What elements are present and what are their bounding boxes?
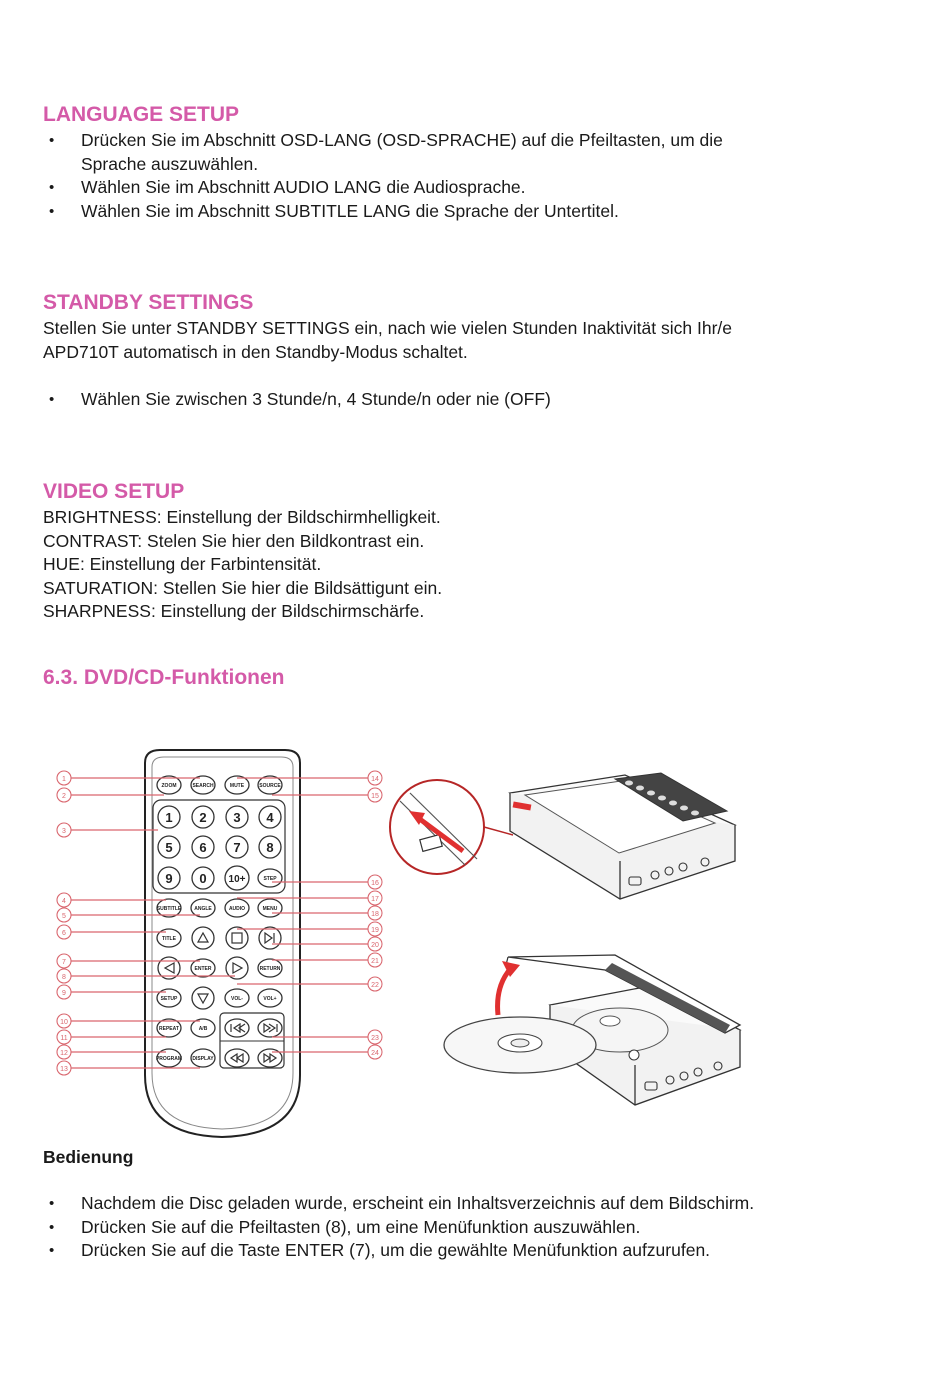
vol-minus-label: VOL- xyxy=(231,996,243,1002)
callout-number: 8 xyxy=(62,974,66,981)
source-label: SOURCE xyxy=(259,783,281,789)
standby-paragraph-line: Stellen Sie unter STANDBY SETTINGS ein, nach wie vielen Stunden Inaktivität sich Ihr/e xyxy=(43,318,732,338)
list-item: • Drücken Sie im Abschnitt OSD-LANG (OSD-SPRACHE) auf die Pfeiltasten, um die xyxy=(43,129,723,153)
number-label: 4 xyxy=(266,810,274,825)
menu-label: MENU xyxy=(262,906,278,912)
rewind-button[interactable] xyxy=(225,1049,249,1067)
standby-settings-heading: STANDBY SETTINGS xyxy=(43,291,254,314)
callout-number: 21 xyxy=(371,958,379,965)
callout-number: 19 xyxy=(371,927,379,934)
remote-control-diagram xyxy=(50,745,395,1140)
previous-button[interactable] xyxy=(225,1019,249,1037)
callout-number: 12 xyxy=(60,1050,68,1057)
callout-number: 22 xyxy=(371,982,379,989)
number-6-button[interactable] xyxy=(192,836,214,858)
enter-label: ENTER xyxy=(194,966,212,972)
list-item-text: Sprache auszuwählen. xyxy=(81,153,259,174)
return-label: RETURN xyxy=(259,966,281,972)
setup-label: SETUP xyxy=(160,996,178,1002)
play-pause-button[interactable] xyxy=(259,927,281,949)
list-item: • Wählen Sie zwischen 3 Stunde/n, 4 Stunde/n oder nie (OFF) xyxy=(43,388,551,412)
operation-heading: Bedienung xyxy=(43,1147,134,1167)
vol-plus-button[interactable] xyxy=(258,989,282,1007)
callout-number: 17 xyxy=(371,896,379,903)
number-7-button[interactable] xyxy=(226,836,248,858)
list-item-continuation xyxy=(43,153,723,177)
callout-number: 4 xyxy=(62,898,66,905)
number-label: 10+ xyxy=(228,874,246,885)
number-9-button[interactable] xyxy=(158,867,180,889)
subtitle-button[interactable] xyxy=(157,899,182,917)
list-item: • Drücken Sie auf die Taste ENTER (7), um die gewählte Menüfunktion aufzurufen. xyxy=(43,1239,754,1263)
audio-button[interactable] xyxy=(225,899,249,917)
title-label: TITLE xyxy=(162,936,176,942)
enter-button[interactable] xyxy=(191,959,215,977)
vol-plus-label: VOL+ xyxy=(263,996,277,1002)
dvd-player-closed-illustration xyxy=(385,765,745,910)
video-setup-line: CONTRAST: Stelen Sie hier den Bildkontrast ein. xyxy=(43,531,425,551)
video-setup-line: SHARPNESS: Einstellung der Bildschirmschärfe. xyxy=(43,601,425,621)
number-label: 9 xyxy=(165,871,173,886)
number-10plus-button[interactable] xyxy=(225,866,249,890)
angle-label: ANGLE xyxy=(194,906,212,912)
list-item: • Drücken Sie auf die Pfeiltasten (8), um eine Menüfunktion auszuwählen. xyxy=(43,1216,754,1240)
number-label: 3 xyxy=(233,810,241,825)
callout-number: 16 xyxy=(371,880,379,887)
audio-label: AUDIO xyxy=(228,906,246,912)
mute-label: MUTE xyxy=(229,783,245,789)
ab-label: A/B xyxy=(198,1026,208,1032)
zoom-label: ZOOM xyxy=(161,783,177,789)
stop-button[interactable] xyxy=(226,927,248,949)
step-label: STEP xyxy=(263,876,277,882)
angle-button[interactable] xyxy=(191,899,215,917)
callout-number: 9 xyxy=(62,990,66,997)
callout-number: 23 xyxy=(371,1035,379,1042)
list-item: • Nachdem die Disc geladen wurde, erscheint ein Inhaltsverzeichnis auf dem Bildschirm. xyxy=(43,1192,754,1216)
number-label: 5 xyxy=(165,840,173,855)
source-button[interactable] xyxy=(258,776,282,794)
list-item: • Wählen Sie im Abschnitt SUBTITLE LANG die Sprache der Untertitel. xyxy=(43,200,723,224)
callout-number: 1 xyxy=(62,776,66,783)
callout-number: 18 xyxy=(371,911,379,918)
menu-button[interactable] xyxy=(258,899,282,917)
program-label: PROGRAM xyxy=(155,1056,183,1062)
number-label: 7 xyxy=(233,840,241,855)
callout-number: 11 xyxy=(60,1035,68,1042)
display-label: DISPLAY xyxy=(192,1056,214,1062)
down-button[interactable] xyxy=(192,987,214,1009)
video-setup-line: HUE: Einstellung der Farbintensität. xyxy=(43,554,322,574)
callout-number: 24 xyxy=(371,1050,379,1057)
up-button[interactable] xyxy=(192,927,214,949)
return-button[interactable] xyxy=(258,959,282,977)
repeat-label: REPEAT xyxy=(159,1026,179,1032)
video-setup-line: BRIGHTNESS: Einstellung der Bildschirmhelligkeit. xyxy=(43,507,441,527)
callout-number: 2 xyxy=(62,793,66,800)
number-8-button[interactable] xyxy=(259,836,281,858)
language-setup-heading: LANGUAGE SETUP xyxy=(43,103,240,126)
repeat-button[interactable] xyxy=(157,1019,181,1037)
number-1-button[interactable] xyxy=(158,806,180,828)
callout-number: 5 xyxy=(62,913,66,920)
language-setup-list xyxy=(43,129,723,223)
display-button[interactable] xyxy=(191,1049,215,1067)
number-label: 0 xyxy=(199,871,207,886)
number-0-button[interactable] xyxy=(192,867,214,889)
standby-list xyxy=(43,388,551,412)
video-setup-line: SATURATION: Stellen Sie hier die Bildsättigunt ein. xyxy=(43,578,443,598)
dvd-functions-heading: 6.3. DVD/CD-Funktionen xyxy=(43,666,285,689)
operation-list xyxy=(43,1192,754,1263)
list-item: • Wählen Sie im Abschnitt AUDIO LANG die Audiosprache. xyxy=(43,176,723,200)
mute-button[interactable] xyxy=(225,776,249,794)
callout-number: 20 xyxy=(371,942,379,949)
zoom-button[interactable] xyxy=(157,776,181,794)
number-label: 6 xyxy=(199,840,207,855)
next-button[interactable] xyxy=(258,1019,282,1037)
step-button[interactable] xyxy=(258,869,282,887)
callout-number: 6 xyxy=(62,930,66,937)
number-label: 8 xyxy=(266,840,274,855)
number-label: 1 xyxy=(165,810,173,825)
number-label: 2 xyxy=(199,810,207,825)
number-2-button[interactable] xyxy=(192,806,214,828)
standby-paragraph-line: APD710T automatisch in den Standby-Modus schaltet. xyxy=(43,342,468,362)
callout-number: 10 xyxy=(60,1019,68,1026)
callout-number: 7 xyxy=(62,959,66,966)
video-setup-heading: VIDEO SETUP xyxy=(43,480,185,503)
subtitle-label: SUBTITLE xyxy=(156,906,182,912)
search-label: SEARCH xyxy=(192,783,214,789)
dvd-player-open-illustration xyxy=(440,945,745,1115)
number-3-button[interactable] xyxy=(226,806,248,828)
number-4-button[interactable] xyxy=(259,806,281,828)
search-button[interactable] xyxy=(191,776,215,794)
callout-number: 13 xyxy=(60,1066,68,1073)
ab-button[interactable] xyxy=(191,1019,215,1037)
callout-number: 15 xyxy=(371,793,379,800)
number-5-button[interactable] xyxy=(158,836,180,858)
callout-number: 3 xyxy=(62,828,66,835)
vol-minus-button[interactable] xyxy=(225,989,249,1007)
callout-number: 14 xyxy=(371,776,379,783)
